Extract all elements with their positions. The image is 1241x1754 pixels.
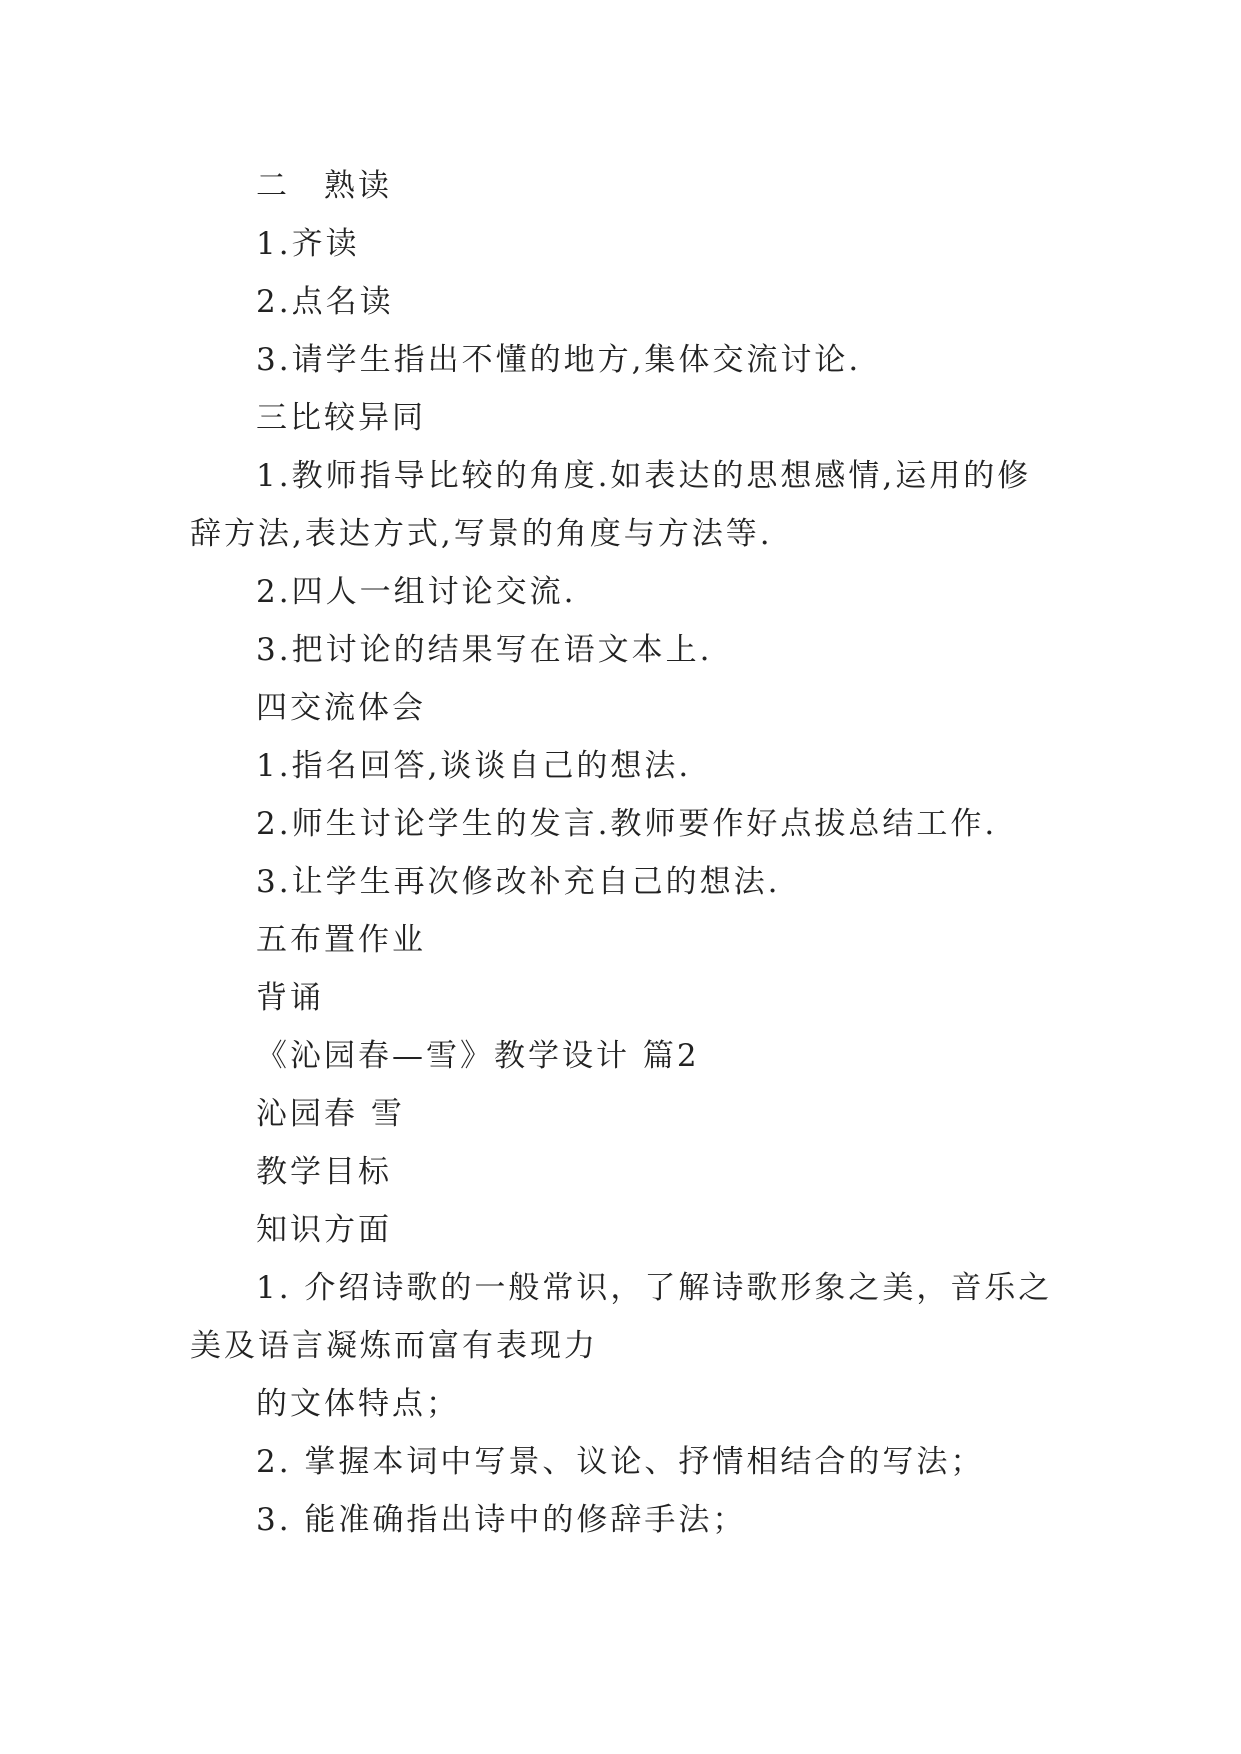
section-heading-2: 二 熟读 [256,168,392,204]
subheading: 知识方面 [256,1212,392,1248]
list-item: 2.四人一组讨论交流. [256,574,577,610]
list-item: 3.把讨论的结果写在语文本上. [256,632,713,668]
list-item: 1.齐读 [256,226,360,262]
paragraph-line: 辞方法,表达方式,写景的角度与方法等. [190,516,773,552]
article-title: 《沁园春—雪》教学设计 篇2 [256,1038,700,1074]
paragraph-line: 美及语言凝炼而富有表现力 [190,1328,598,1364]
section-heading-3: 三比较异同 [256,400,426,436]
subheading: 教学目标 [256,1154,392,1190]
list-item: 2. 掌握本词中写景、议论、抒情相结合的写法； [256,1444,985,1480]
list-item: 1.指名回答,谈谈自己的想法. [256,748,692,784]
section-heading-5: 五布置作业 [256,922,426,958]
list-item: 2.点名读 [256,284,394,320]
paragraph-line: 1. 介绍诗歌的一般常识，了解诗歌形象之美，音乐之 [256,1270,1053,1306]
list-item: 3.请学生指出不懂的地方,集体交流讨论. [256,342,862,378]
list-item: 3. 能准确指出诗中的修辞手法； [256,1502,747,1538]
paragraph-line: 背诵 [256,980,324,1016]
poem-title: 沁园春 雪 [256,1096,405,1132]
section-heading-4: 四交流体会 [256,690,426,726]
list-item: 2.师生讨论学生的发言.教师要作好点拔总结工作. [256,806,998,842]
paragraph-line: 的文体特点； [256,1386,460,1422]
list-item: 3.让学生再次修改补充自己的想法. [256,864,781,900]
paragraph-line: 1.教师指导比较的角度.如表达的思想感情,运用的修 [256,458,1032,494]
